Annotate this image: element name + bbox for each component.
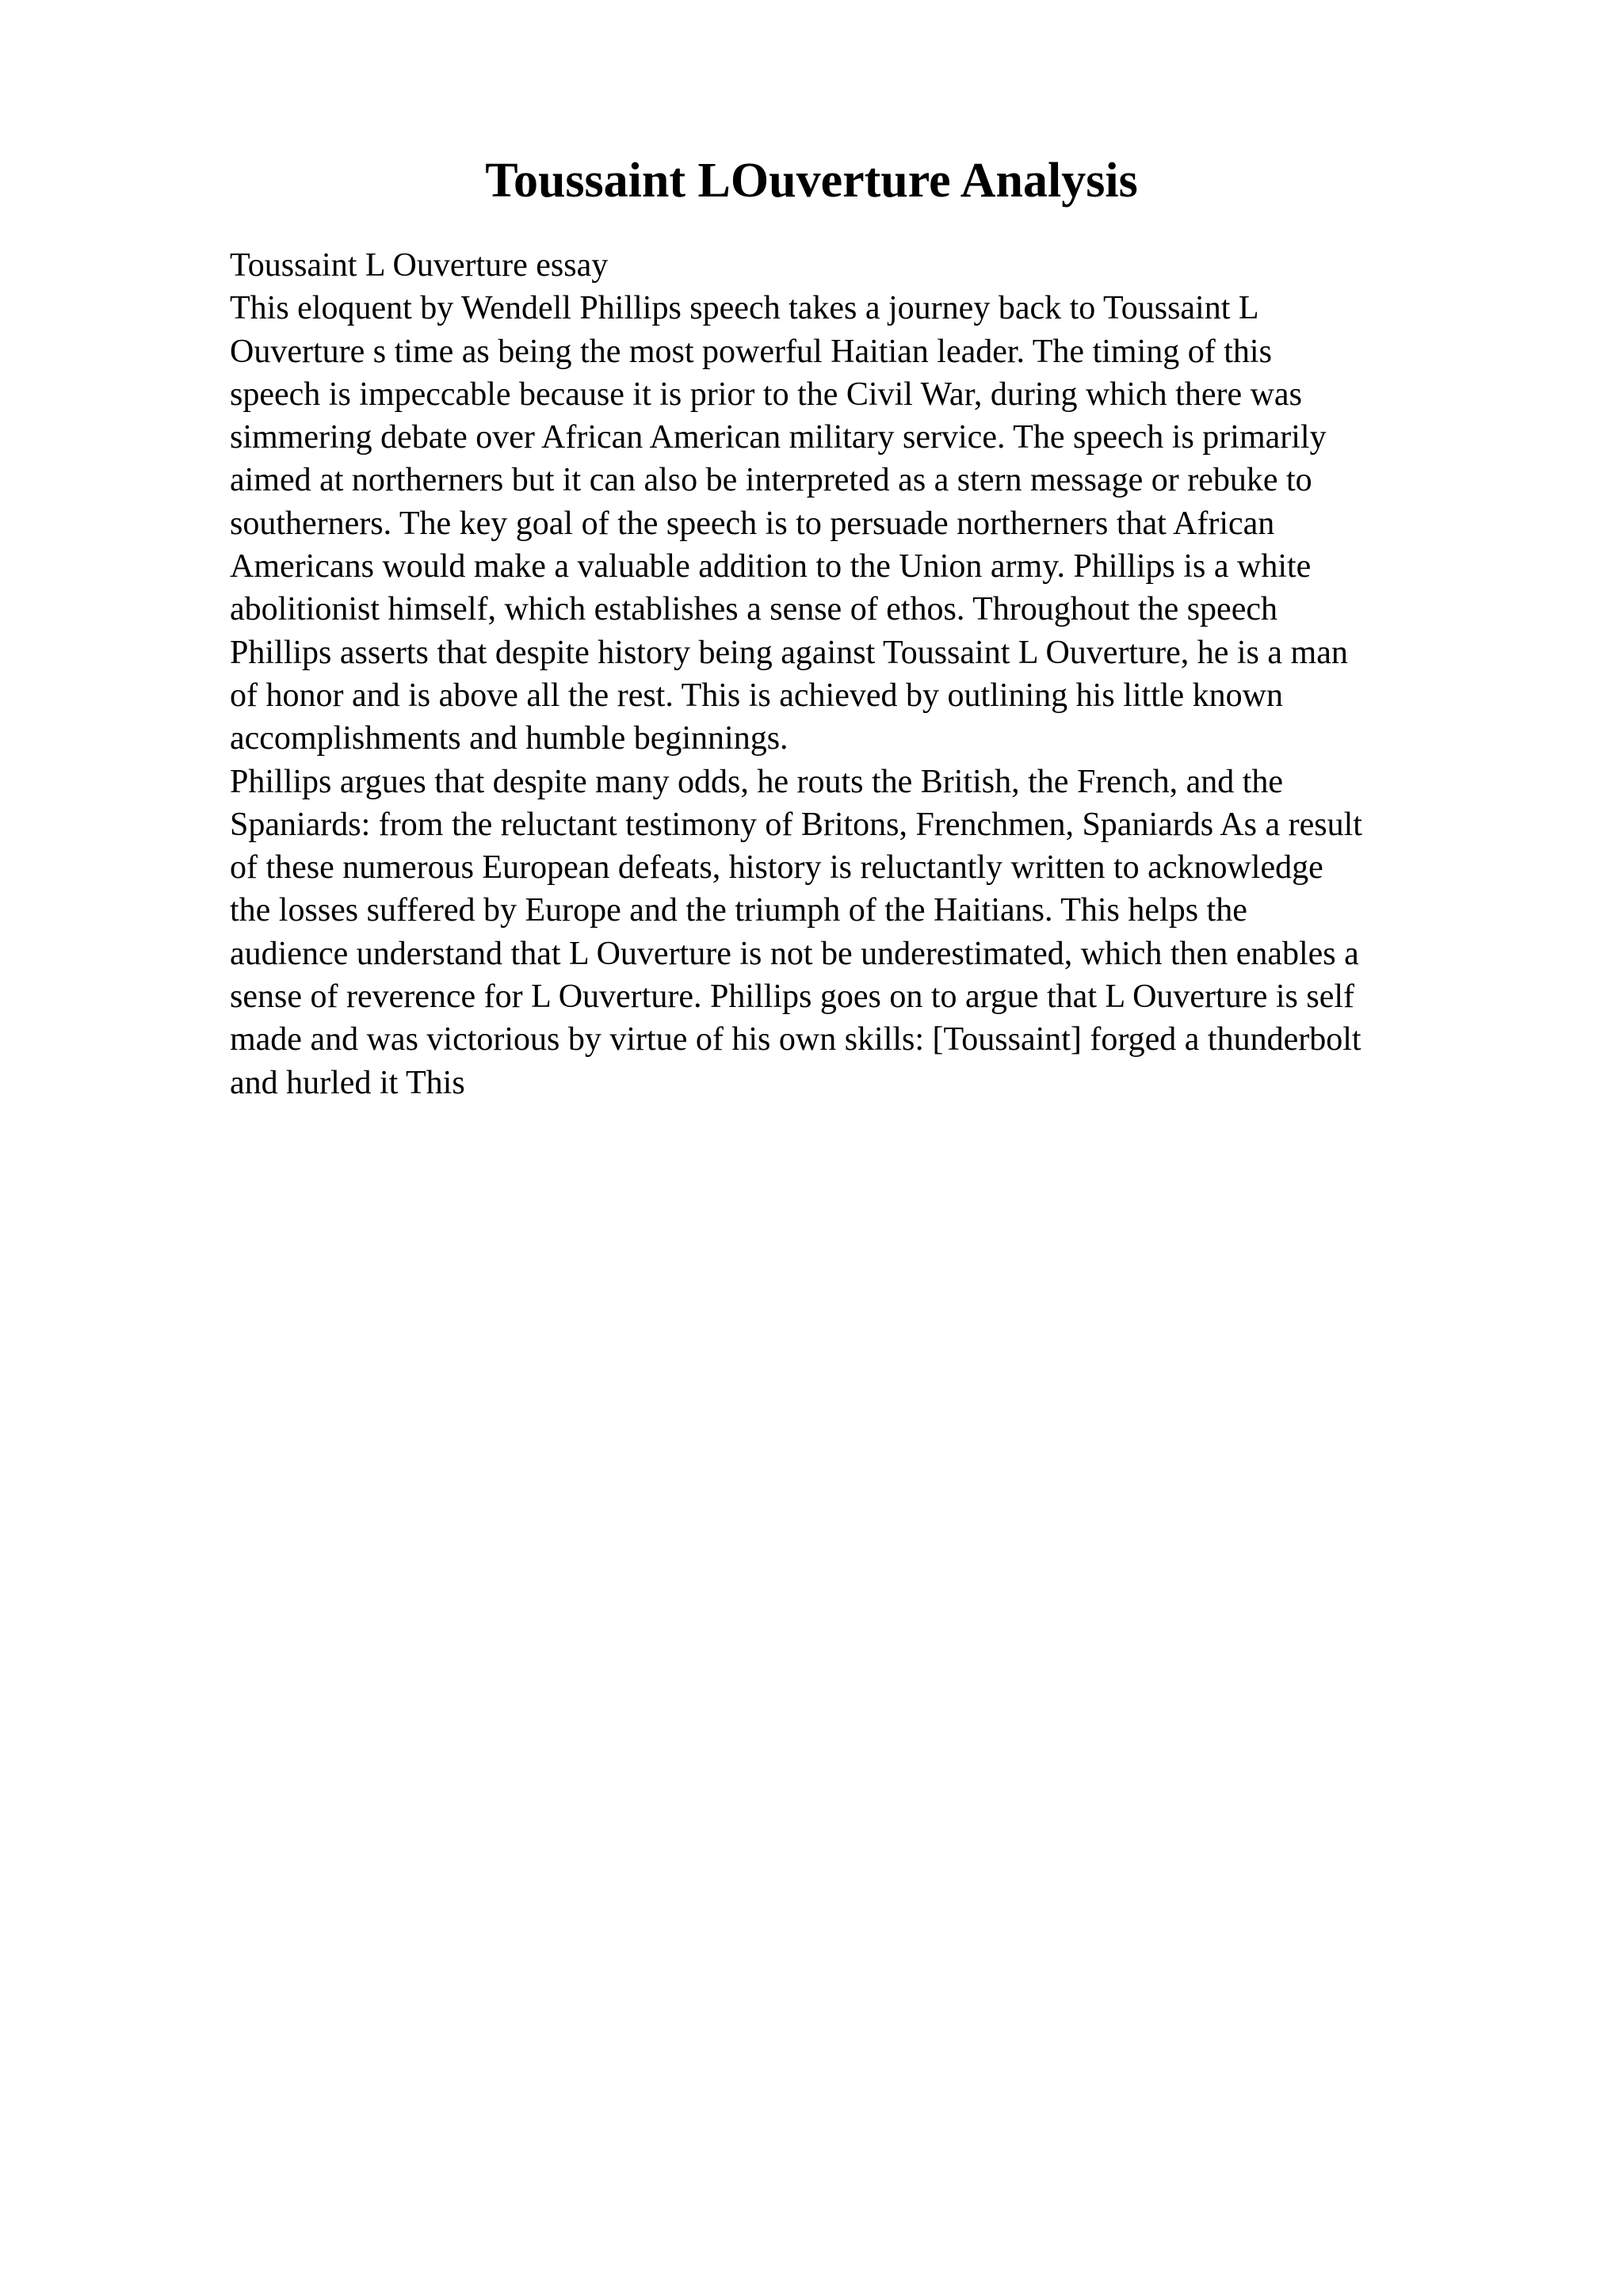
text-line: and hurled it This: [230, 1064, 465, 1101]
text-line: accomplishments and humble beginnings.: [230, 720, 789, 757]
text-line: Ouverture s time as being the most powerful Haitian leader. The timing of this: [230, 333, 1272, 370]
text-line: of these numerous European defeats, history is reluctantly written to acknowledge: [230, 849, 1323, 887]
text-line: sense of reverence for L Ouverture. Phillips goes on to argue that L Ouverture is self: [230, 978, 1354, 1016]
text-line: Phillips argues that despite many odds, he routs the British, the French, and the: [230, 763, 1284, 800]
text-line: Spaniards: from the reluctant testimony of Britons, Frenchmen, Spaniards As a result: [230, 806, 1362, 843]
text-line: speech is impeccable because it is prior to the Civil War, during which there was: [230, 376, 1302, 413]
text-line: Phillips asserts that despite history being against Toussaint L Ouverture, he is a man: [230, 634, 1348, 671]
text-line: abolitionist himself, which establishes a sense of ethos. Throughout the speech: [230, 591, 1277, 628]
text-line: audience understand that L Ouverture is not be underestimated, which then enables a: [230, 935, 1359, 972]
text-line: made and was victorious by virtue of his own skills: [Toussaint] forged a thunderbolt: [230, 1021, 1361, 1058]
text-line: simmering debate over African American military service. The speech is primarily: [230, 419, 1327, 456]
text-line: This eloquent by Wendell Phillips speech takes a journey back to Toussaint L: [230, 290, 1259, 327]
text-line: the losses suffered by Europe and the triumph of the Haitians. This helps the: [230, 892, 1247, 929]
text-line: Americans would make a valuable addition to the Union army. Phillips is a white: [230, 548, 1312, 585]
text-line: southerners. The key goal of the speech is to persuade northerners that African: [230, 505, 1275, 542]
text-line: of honor and is above all the rest. This is achieved by outlining his little known: [230, 677, 1284, 714]
document-body: [230, 244, 1498, 1104]
text-line: Toussaint L Ouverture essay: [230, 247, 609, 284]
text-line: aimed at northerners but it can also be interpreted as a stern message or rebuke to: [230, 462, 1312, 499]
document-title: Toussaint LOuverture Analysis: [485, 154, 1138, 208]
